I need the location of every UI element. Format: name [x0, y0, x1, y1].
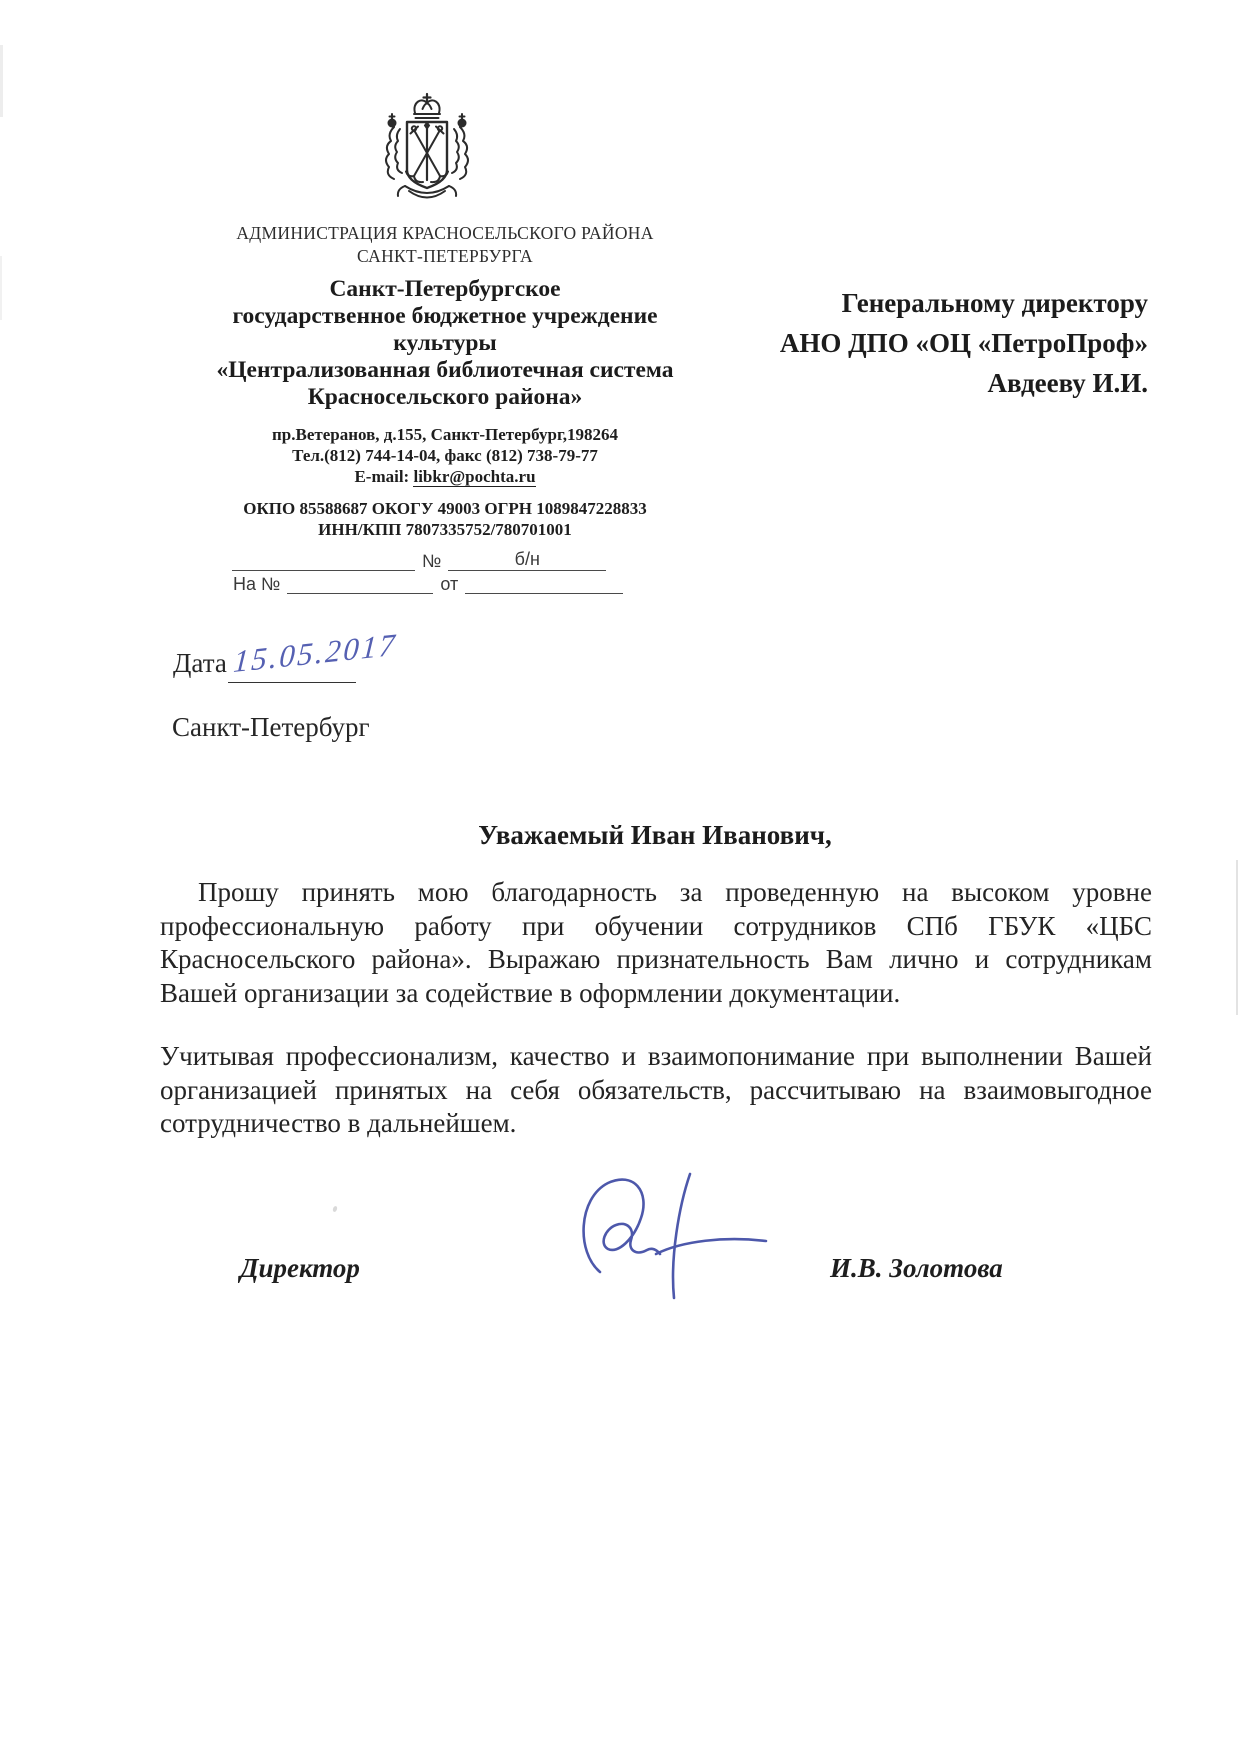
email-label: E-mail: — [354, 467, 414, 486]
ref-number-label: № — [422, 551, 442, 571]
registration-codes — [150, 498, 740, 540]
email-line — [150, 466, 740, 487]
signature-position: Директор — [240, 1253, 360, 1283]
recipient-person: Авдееву И.И. — [987, 368, 1148, 398]
handwritten-date: 15.05.2017 — [232, 626, 399, 680]
scan-artifact — [0, 256, 2, 320]
blank-line — [287, 573, 433, 594]
administration-line: АДМИНИСТРАЦИЯ КРАСНОСЕЛЬСКОГО РАЙОНА — [236, 223, 654, 243]
scan-artifact — [0, 45, 3, 117]
org-name-line: культуры — [393, 330, 497, 356]
org-name-line: государственное бюджетное учреждение — [232, 303, 658, 329]
body-paragraph: Учитывая профессионализм, качество и взаимопонимание при выполнении Вашей организацией принятых на себя обязательств, рассчитываю на взаимовыгодное сотрудничество в дальнейшем. — [160, 1041, 1152, 1138]
email-address: libkr@pochta.ru — [413, 467, 536, 486]
codes-line: ОКПО 85588687 ОКОГУ 49003 ОГРН 1089847228833 — [243, 499, 647, 518]
administration-line: САНКТ-ПЕТЕРБУРГА — [357, 246, 533, 266]
recipient-title: Генеральному директору — [841, 288, 1148, 318]
recipient-block — [628, 283, 1148, 403]
administration-header — [150, 222, 740, 268]
incoming-reference-row — [233, 573, 623, 594]
letter-body — [160, 876, 1152, 1141]
org-name-line: Санкт-Петербургское — [329, 276, 561, 302]
ref-incoming-label: На № — [233, 574, 281, 594]
phone-line: Тел.(812) 744-14-04, факс (812) 738-79-77 — [292, 446, 598, 465]
scan-artifact — [1236, 860, 1238, 1015]
signature-name: И.В. Золотова — [830, 1253, 1003, 1283]
date-underline — [228, 682, 356, 683]
ref-from-label: от — [440, 574, 459, 594]
body-paragraph: Прошу принять мою благодарность за проведенную на высоком уровне профессиональную работу при обучении сотрудников СПб ГБУК «ЦБС Красносельского района». Выражаю признательность Вам лично и сотрудникам Вашей организации за содействие в оформлении документации. — [160, 877, 1152, 1008]
contact-block — [150, 424, 740, 487]
saint-petersburg-coat-of-arms-icon — [377, 92, 477, 210]
salutation: Уважаемый Иван Иванович, — [478, 820, 832, 850]
codes-line: ИНН/КПП 7807335752/780701001 — [318, 520, 572, 539]
city-label: Санкт-Петербург — [172, 712, 370, 742]
org-name-line: «Централизованная библиотечная система — [216, 357, 674, 383]
scan-artifact — [332, 1205, 338, 1212]
address-line: пр.Ветеранов, д.155, Санкт-Петербург,198264 — [272, 425, 618, 444]
recipient-organization: АНО ДПО «ОЦ «ПетроПроф» — [779, 328, 1148, 358]
handwritten-signature-icon — [570, 1168, 775, 1308]
org-name-line: Красносельского района» — [307, 384, 583, 410]
ref-number-value: б/н — [448, 548, 606, 571]
blank-line — [232, 550, 415, 571]
blank-line — [465, 573, 623, 594]
date-label: Дата — [173, 648, 227, 678]
outgoing-reference-row — [232, 548, 606, 571]
